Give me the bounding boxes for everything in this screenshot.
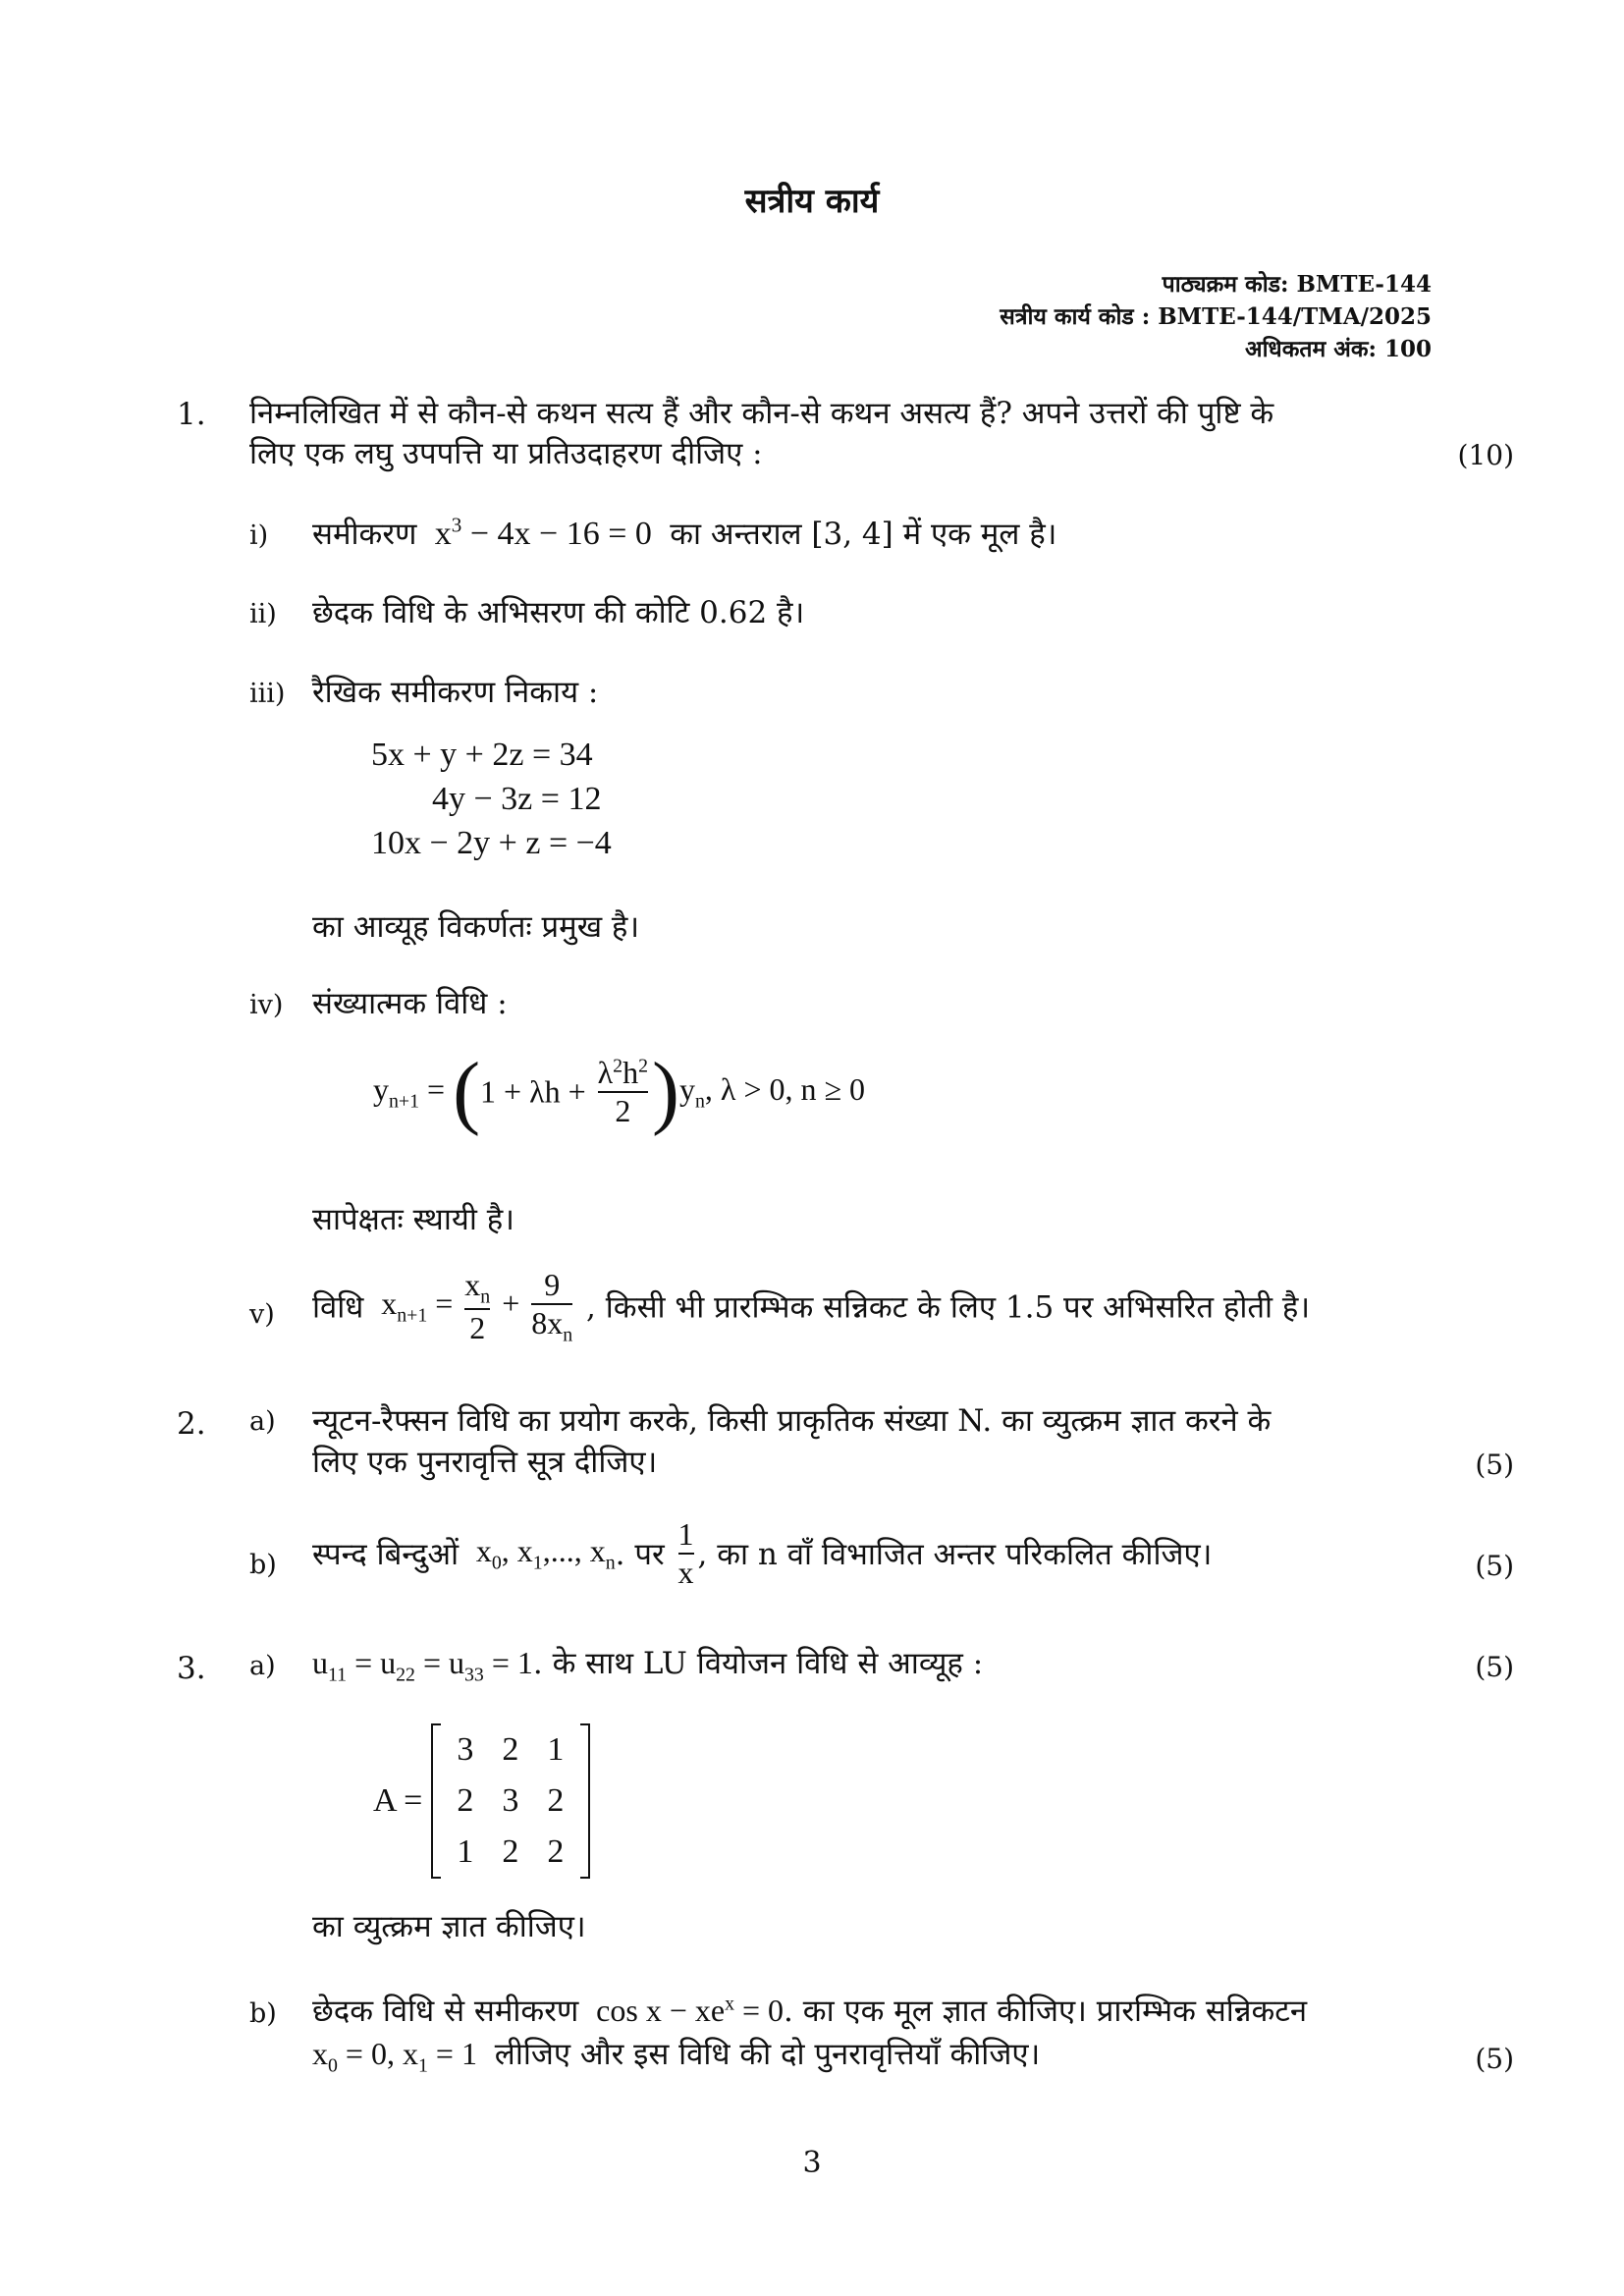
matrix-cell: 2 [547,1782,565,1819]
diagonal-condition: $u_{11} = u_{22} = u_{33} = 1$ [312,1645,533,1686]
question-1-marks: (10) [1457,439,1514,471]
question-3a-post: . के साथ LU वियोजन विधि से आव्यूह : [532,1646,984,1681]
item-ii-label: ii) [249,599,277,629]
question-3b-line2-text: लीजिए और इस विधि की दो पुनरावृत्तियाँ कीजिए। [494,2037,1041,2072]
matrix-cell: 2 [502,1731,519,1768]
question-3b-marks: (5) [1475,2043,1514,2075]
question-3a-label: a) [249,1651,276,1681]
question-3a-line [312,1642,983,1686]
matrix-name: A = [373,1782,423,1819]
matrix-cell: 1 [457,1833,474,1870]
item-iii-after: का आव्यूह विकर्णतः प्रमुख है। [312,909,640,945]
matrix-a [431,1723,590,1879]
matrix-block [373,1723,590,1879]
question-2b-mid: . पर [615,1536,665,1572]
question-1-text-line1: निम्नलिखित में से कौन-से कथन सत्य हैं और कौन-से कथन असत्य हैं? अपने उत्तरों की पुष्टि के [249,396,1274,431]
item-i-label: i) [249,520,269,551]
page-title: सत्रीय कार्य [744,182,880,221]
item-iv-after: सापेक्षतः स्थायी है। [312,1202,514,1237]
question-2b-post: , का n वाँ विभाजित अन्तर परिकलित कीजिए। [697,1536,1213,1572]
question-2a-line2: लिए एक पुनरावृत्ति सूत्र दीजिए। [312,1445,658,1480]
nodes-expression: $x_0$, $x_1$,..., $x_n$ [467,1532,616,1573]
equation-cubic: $x^3 - 4x - 16 = 0$ [426,513,661,552]
question-3-number: 3. [177,1651,206,1686]
matrix-cell: 3 [457,1731,474,1768]
max-marks: अधिकतम अंक: 100 [1245,336,1432,362]
iteration-formula: $x_{n+1}$ = $\frac{x_n}{2}$ + $\frac{9}{8x_n}$ [373,1267,573,1346]
item-v-label: v) [249,1299,275,1330]
question-3a-marks: (5) [1475,1651,1514,1683]
question-2a-line1: न्यूटन-रैफ्सन विधि का प्रयोग करके, किसी प्राकृतिक संख्या N. का व्युत्क्रम ज्ञात करने के [312,1403,1272,1439]
matrix-cell: 2 [502,1833,519,1870]
matrix-cell: 2 [547,1833,565,1870]
system-equation-2: 4y − 3z = 12 [432,781,602,817]
page-number: 3 [802,2146,822,2180]
assignment-code: सत्रीय कार्य कोड : BMTE-144/TMA/2025 [1000,303,1432,330]
question-3b-post: . का एक मूल ज्ञात कीजिए। प्रारम्भिक सन्निकटन [784,1994,1308,2029]
question-2a-label: a) [249,1406,276,1437]
initial-approximations: $x_0 = 0$, $x_1 = 1$ [312,2036,485,2077]
item-i-line [312,513,1056,554]
question-3b-pre: छेदक विधि से समीकरण [312,1994,579,2029]
question-2b-label: b) [249,1550,277,1580]
question-2b-line [312,1516,1212,1591]
question-2a-marks: (5) [1475,1449,1514,1481]
item-i-post: का अन्तराल [3, 4] में एक मूल है। [670,517,1057,552]
item-ii-text: छेदक विधि के अभिसरण की कोटि 0.62 है। [312,595,805,630]
question-3b-line1 [312,1990,1307,2031]
item-iii-label: iii) [249,679,286,709]
question-3b-line2 [312,2033,1040,2077]
question-3a-after: का व्युत्क्रम ज्ञात कीजिए। [312,1909,586,1944]
question-2b-marks: (5) [1475,1550,1514,1582]
question-3b-label: b) [249,1998,277,2029]
item-v-line [312,1267,1310,1346]
item-i-pre: समीकरण [312,517,417,552]
item-v-pre: विधि [312,1289,364,1326]
system-equation-3: 10x − 2y + z = −4 [371,825,612,861]
matrix-cell: 3 [502,1782,519,1819]
question-1-text-line2: लिए एक लघु उपपत्ति या प्रतिउदाहरण दीजिए : [249,436,763,471]
matrix-cell: 2 [457,1782,474,1819]
question-2-number: 2. [177,1406,206,1442]
item-iii-text: रैखिक समीकरण निकाय : [312,675,599,710]
item-iv-text: संख्यात्मक विधि : [312,986,508,1021]
course-code: पाठ्यक्रम कोड: BMTE-144 [1162,271,1432,298]
reciprocal-function: $\frac{1}{x}$ [677,1516,694,1590]
transcendental-equation: $\cos x - xe^x = 0$ [588,1993,785,2028]
question-1-number: 1. [177,397,206,432]
stability-method-formula: $y_{n+1} = (1 + \lambda h$ + $\frac{\lambda^2h^2}{2}$ )$y_n$, λ > 0, n ≥ 0 [373,1046,866,1137]
item-iv-label: iv) [249,990,284,1020]
item-v-post: , किसी भी प्रारम्भिक सन्निकट के लिए 1.5 पर अभिसरित होती है। [586,1289,1311,1326]
question-2b-pre: स्पन्द बिन्दुओं [312,1536,460,1572]
system-equation-1: 5x + y + 2z = 34 [371,737,593,773]
matrix-cell: 1 [547,1731,565,1768]
